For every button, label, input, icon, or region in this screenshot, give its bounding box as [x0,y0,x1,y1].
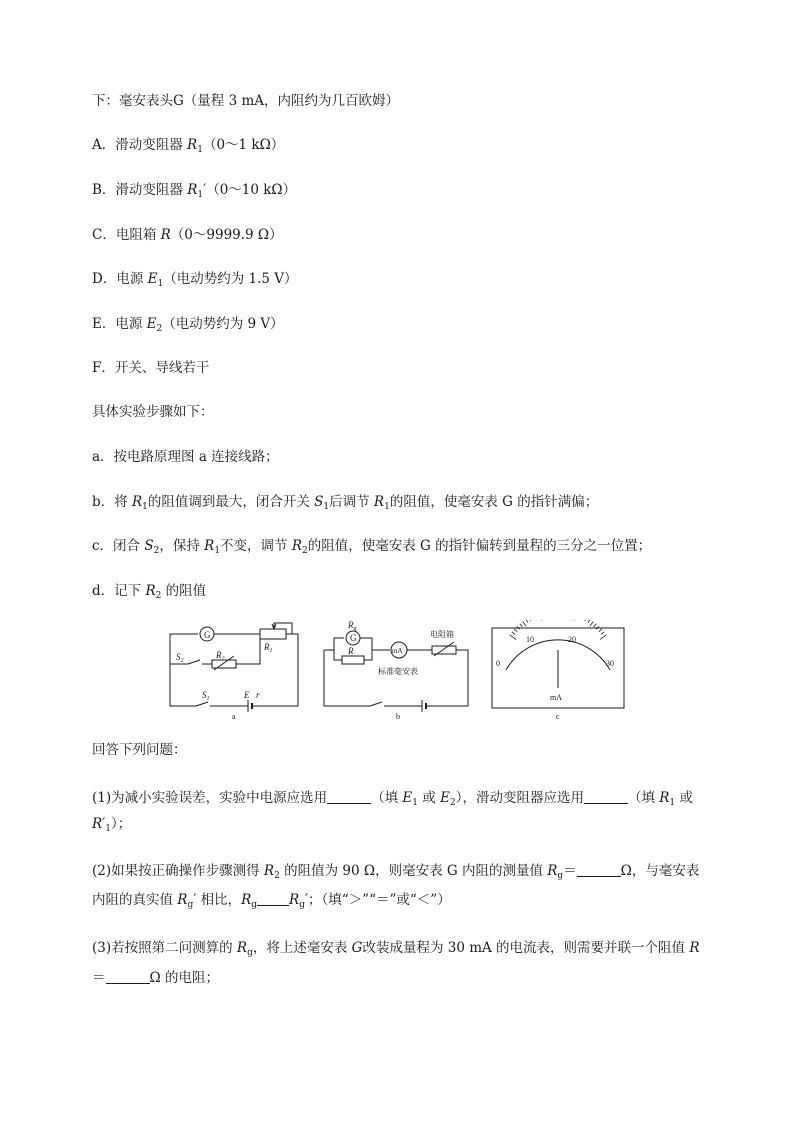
step-c: c．闭合 $S_2$，保持 $R_1$不变，调节 $R_2$的阻值，使毫安表 G 的指针偏转到量程的三分之一位置； [92,538,652,556]
meter-tick [574,620,576,621]
meter-tick [529,620,531,621]
meter-ticks [509,620,606,639]
meter-tick [588,620,590,623]
label-r-b: R [348,646,354,656]
label-g-a: G [204,630,211,640]
meter-tick [590,621,594,626]
meter-tick [600,635,606,640]
switch-b-icon [370,702,382,706]
option-c: C．电阻箱 R（0～9999.9 Ω） [92,227,283,243]
q1-line2: $R'_1$）； [92,816,132,834]
option-f: F．开关、导线若干 [92,360,210,376]
label-g-b: G [350,633,357,643]
meter-tick [585,620,587,621]
q2-line2: 内阻的真实值 $R_g'$ 相比，$R_g$ $R_g'$；（填“＞”“＝”或“＜”） [92,892,451,910]
caption-a: a [232,712,236,720]
caption-b: b [396,712,400,720]
meter-tick [594,624,597,627]
meter-tick-label-30: 30 [606,659,614,668]
meter-tick [599,629,602,632]
q1-line1: (1)为减小实验误差，实验中电源应选用 （填 $E_1$ 或 $E_2$），滑动变阻器应选用 （填 $R_1$ 或 [92,790,693,808]
label-box-b: 电阻箱 [430,630,454,639]
switch-s1-icon [196,702,208,706]
answer-blank-3[interactable] [577,863,621,877]
meter-tick [512,632,515,635]
steps-title: 具体实验步骤如下： [92,404,214,420]
meter-tick [509,635,515,640]
meter-tick-label-0: 0 [496,659,500,668]
label-e-a: E [244,690,250,700]
label-std-b: 标准毫安表 [378,667,418,676]
intro-line [92,92,399,110]
label-rg-b: $R_g$ [348,620,357,632]
option-a: A．滑动变阻器 $R_1(0\sim 1$ kΩ） [92,137,285,155]
meter-tick-label-20: 20 [568,635,576,644]
meter-tick [526,620,528,623]
q2-line1: (2)如果按正确操作步骤测得 $R_2$ 的阻值为 90 Ω，则毫安表 G 内阻的测量值 $R_g= \Omega$，与毫安表 [92,863,700,881]
rheostat-r1-icon [260,629,286,639]
label-r1-a: $R_1$ [264,642,273,654]
label-s2-a: $S_2$ [176,652,184,664]
switch-s2-icon [188,660,200,664]
step-a: a．按电路原理图 a 连接线路； [92,449,279,465]
answer-blank-1[interactable] [327,790,371,804]
label-s1-a: $S_1$ [202,690,210,702]
questions-title: 回答下列问题： [92,742,187,758]
meter-tick [523,621,527,626]
label-ma-b: mA [392,647,403,655]
caption-c: c [556,712,560,720]
step-d: d．记下 $R_2$ 的阻值 [92,583,207,601]
meter-unit: mA [550,693,562,702]
option-e: E．电源 $E_2$（电动势约为 9 V） [92,316,284,334]
meter-tick [520,624,523,627]
resistor-r-icon [342,656,364,664]
q3-line1: (3)若按照第二问测算的 $R_g$，将上述毫安表 G改装成量程为 30 mA 的电流表，则需要并联一个阻值 R [92,940,700,958]
resistance-box-icon [432,646,456,654]
label-r-a: r [256,690,260,700]
figure-a-circuit [170,623,298,712]
label-r2-a: $R_2$ [216,650,225,662]
meter-tick [601,632,604,635]
option-b: B．滑动变阻器 $R_1'(0\sim 10$ kΩ） [92,182,297,200]
intro-text: 下：毫安表头G（量程 3 mA，内阻约为几百欧姆） [92,93,400,109]
meter-tick [539,620,541,621]
q3-line2: ＝ Ω 的电阻； [92,970,219,986]
circuit-figures [166,620,636,720]
meter-tick [514,629,517,632]
option-d: D．电源 $E_1$（电动势约为 1.5 V） [92,271,298,289]
answer-blank-5[interactable] [106,970,150,984]
meter-tick-label-10: 10 [526,635,534,644]
answer-blank-4[interactable] [257,892,289,906]
step-b: b．将 $R_1$的阻值调到最大，闭合开关 $S_1$后调节 $R_1$的阻值，使毫安表 G 的指针满偏； [92,494,599,512]
answer-blank-2[interactable] [584,790,628,804]
